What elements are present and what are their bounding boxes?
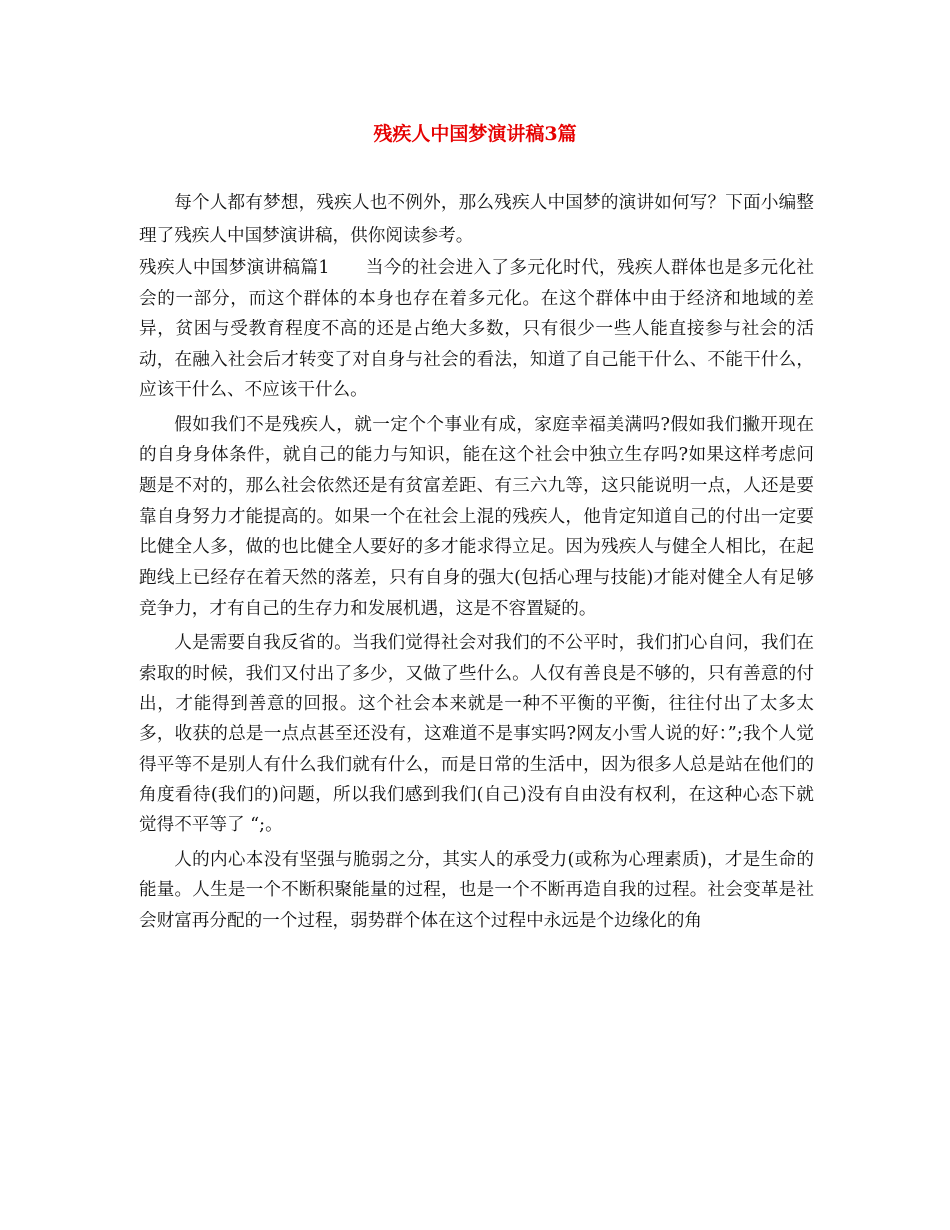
- body-paragraph: 人的内心本没有坚强与脆弱之分，其实人的承受力(或称为心理素质)，才是生命的能量。人生是一个不断积聚能量的过程，也是一个不断再造自我的过程。社会变革是社会财富再分配的一个过程，弱势群个体在这个过程中永远是个边缘化的角: [139, 849, 814, 931]
- document-title: 残疾人中国梦演讲稿3篇: [373, 123, 577, 145]
- body-paragraph: 人是需要自我反省的。当我们觉得社会对我们的不公平时，我们扪心自问，我们在索取的时候，我们又付出了多少，又做了些什么。人仅有善良是不够的，只有善意的付出，才能得到善意的回报。这个社会本来就是一种不平衡的平衡，往往付出了太多太多，收获的总是一点点甚至还没有，这难道不是事实吗?网友小雪人说的好：”;我个人觉得平等不是别人有什么我们就有什么，而是日常的生活中，因为很多人总是站在他们的角度看待(我们的)问题，所以我们感到我们(自己)没有自由没有权利，在这种心态下就觉得不平等了 “;。: [139, 633, 814, 836]
- document-body: [139, 187, 814, 936]
- body-paragraph: 假如我们不是残疾人，就一定个个事业有成，家庭幸福美满吗?假如我们撇开现在的自身身体条件，就自己的能力与知识，能在这个社会中独立生存吗?如果这样考虑问题是不对的，那么社会依然还是有贫富差距、有三六九等，这只能说明一点，人还是要靠自身努力才能提高的。如果一个在社会上混的残疾人，他肯定知道自己的付出一定要比健全人多，做的也比健全人要好的多才能求得立足。因为残疾人与健全人相比，在起跑线上已经存在着天然的落差，只有自身的强大(包括心理与技能)才能对健全人有足够竞争力，才有自己的生存力和发展机遇，这是不容置疑的。: [139, 414, 814, 619]
- intro-paragraph: 每个人都有梦想，残疾人也不例外，那么残疾人中国梦的演讲如何写？下面小编整理了残疾人中国梦演讲稿，供你阅读参考。: [139, 193, 814, 246]
- section-1-paragraph: 残疾人中国梦演讲稿篇1 当今的社会进入了多元化时代，残疾人群体也是多元化社会的一部分，而这个群体的本身也存在着多元化。在这个群体中由于经济和地域的差异，贫困与受教育程度不高的还是占绝大多数，只有很少一些人能直接参与社会的活动，在融入社会后才转变了对自身与社会的看法，知道了自己能干什么、不能干什么，应该干什么、不应该干什么。: [139, 258, 814, 400]
